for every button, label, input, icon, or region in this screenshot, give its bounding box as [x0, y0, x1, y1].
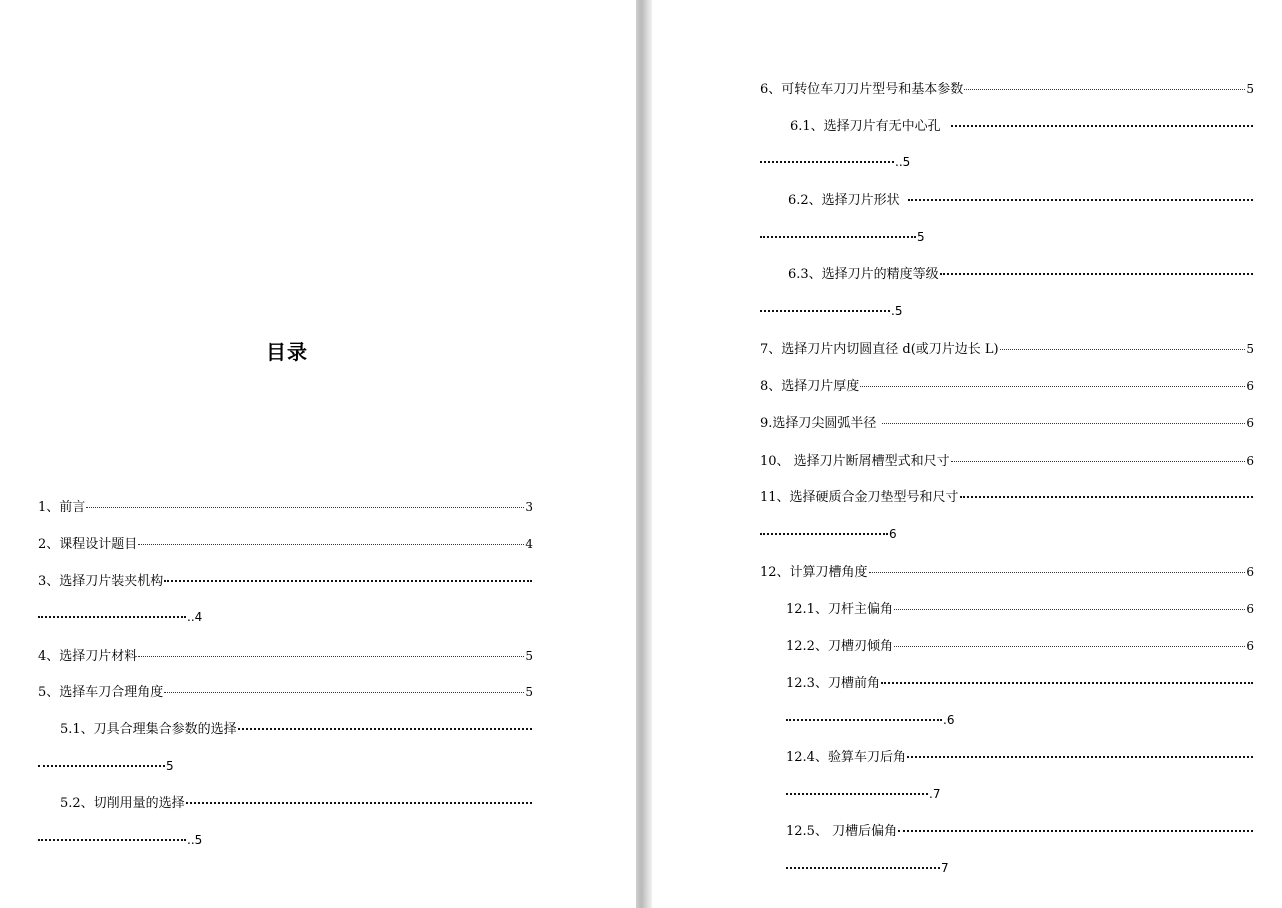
toc-entry[interactable]: 12.1、刀杆主偏角 6 [786, 599, 1254, 617]
toc-entry[interactable]: 12.5、 刀槽后偏角 [786, 821, 1254, 839]
toc-entry-continuation[interactable]: .7 [786, 784, 940, 802]
page-gutter [636, 0, 652, 908]
toc-entry[interactable]: 6.1、选择刀片有无中心孔 [790, 116, 1254, 134]
toc-entry[interactable]: 3、选择刀片装夹机构 [38, 571, 533, 589]
toc-entry-continuation[interactable]: .6 [786, 710, 954, 728]
toc-entry-continuation[interactable]: 7 [786, 858, 949, 876]
toc-entry[interactable]: 5.2、切削用量的选择 [60, 793, 533, 811]
toc-entry[interactable]: 7、选择刀片内切圆直径 d(或刀片边长 L) 5 [760, 339, 1254, 357]
toc-entry[interactable]: 12、计算刀槽角度 6 [760, 562, 1254, 580]
toc-entry[interactable]: 12.2、刀槽刃倾角 6 [786, 636, 1254, 654]
toc-entry-continuation[interactable]: 5 [760, 227, 925, 245]
document-page-right [652, 0, 1282, 908]
toc-entry[interactable]: 1、前言 3 [38, 497, 533, 515]
toc-title: 目录 [266, 340, 308, 364]
toc-entry[interactable]: 11、选择硬质合金刀垫型号和尺寸 [760, 487, 1254, 505]
document-page-left [0, 0, 636, 908]
toc-entry-continuation[interactable]: .5 [760, 301, 902, 319]
toc-entry-continuation[interactable]: 6 [760, 524, 897, 542]
toc-entry-continuation[interactable]: ..5 [760, 152, 910, 170]
toc-entry[interactable]: 6、可转位车刀刀片型号和基本参数 5 [760, 79, 1254, 97]
toc-entry[interactable]: 6.3、选择刀片的精度等级 [788, 264, 1254, 282]
toc-entry-continuation[interactable]: ..5 [38, 830, 202, 848]
toc-entry[interactable]: 9.选择刀尖圆弧半径 6 [760, 413, 1254, 431]
toc-entry-continuation[interactable]: 5 [38, 756, 174, 774]
toc-entry[interactable]: 5.1、刀具合理集合参数的选择 [60, 719, 533, 737]
toc-entry[interactable]: 8、选择刀片厚度 6 [760, 376, 1254, 394]
toc-entry[interactable]: 10、 选择刀片断屑槽型式和尺寸 6 [760, 451, 1254, 469]
toc-entry[interactable]: 2、课程设计题目 4 [38, 534, 533, 552]
toc-entry[interactable]: 4、选择刀片材料 5 [38, 646, 533, 664]
toc-entry[interactable]: 12.3、刀槽前角 [786, 673, 1254, 691]
toc-entry[interactable]: 12.4、验算车刀后角 [786, 747, 1254, 765]
toc-entry-continuation[interactable]: ..4 [38, 607, 202, 625]
toc-entry[interactable]: 5、选择车刀合理角度 5 [38, 682, 533, 700]
toc-entry[interactable]: 6.2、选择刀片形状 [788, 190, 1254, 208]
